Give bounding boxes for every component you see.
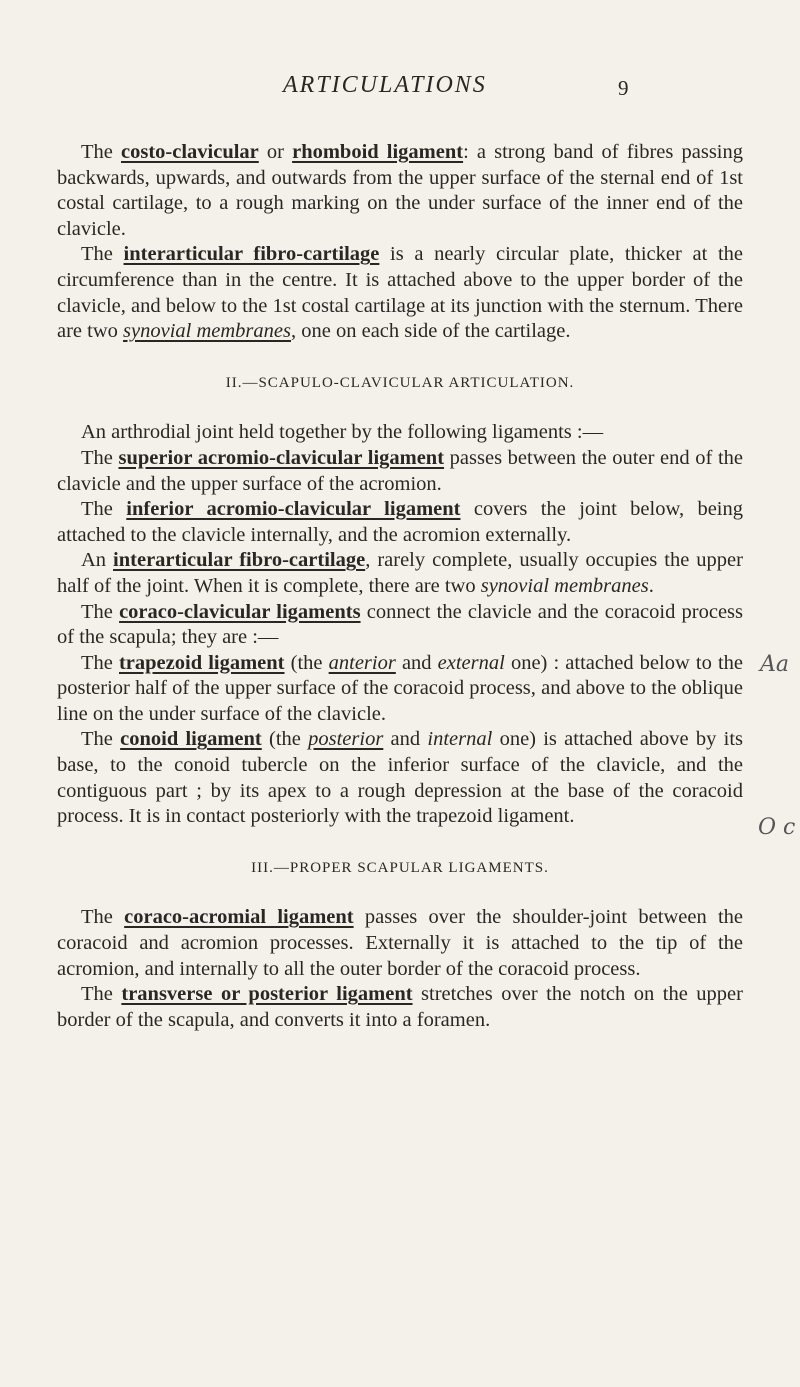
section-heading-2: II.—SCAPULO-CLAVICULAR ARTICULATION.	[225, 374, 575, 391]
page-number: 9	[618, 76, 629, 100]
page-body	[57, 140, 743, 1033]
section-heading-3: III.—PROPER SCAPULAR LIGAMENTS.	[251, 859, 549, 876]
paragraph-trapezoid: The trapezoid ligament (the anterior and external one) : attached below to the posterior half of the upper surface of the coracoid process, and above to the oblique line on the under surface of the clavicle.	[57, 651, 743, 725]
margin-note-2: O c	[758, 815, 796, 840]
paragraph-intro-2: An arthrodial joint held together by the following ligaments :—	[81, 421, 604, 444]
running-head: ARTICULATIONS	[283, 72, 487, 98]
paragraph-costo-clavicular: The costo-clavicular or rhomboid ligament: a strong band of fibres passing backwards, upwards, and outwards from the upper surface of the sternal end of 1st costal cartilage, to a rough marking on the under surface of the inner end of the clavicle.	[57, 141, 743, 240]
paragraph-inferior-acromio: The inferior acromio-clavicular ligament covers the joint below, being attached to the clavicle internally, and the acromion externally.	[57, 498, 743, 546]
margin-note-1: Aa	[760, 652, 790, 677]
paragraph-coraco-clavicular: The coraco-clavicular ligaments connect the clavicle and the coracoid process of the scapula; they are :—	[57, 600, 744, 649]
paragraph-coraco-acromial: The coraco-acromial ligament passes over the shoulder-joint between the coracoid and acromion processes. Externally it is attached to the tip of the acromion, and internally to all the outer border of the coracoid process.	[57, 906, 744, 980]
page-header	[0, 72, 800, 112]
paragraph-interarticular-2: An interarticular fibro-cartilage, rarely complete, usually occupies the upper half of the joint. When it is complete, there are two synovial membranes.	[57, 549, 743, 597]
paragraph-transverse: The transverse or posterior ligament stretches over the notch on the upper border of the scapula, and converts it into a foramen.	[57, 983, 743, 1031]
paragraph-conoid: The conoid ligament (the posterior and internal one) is attached above by its base, to the conoid tubercle on the inferior surface of the clavicle, and the contiguous part ; by its apex to a rough depression at the base of the coracoid process. It is in contact posteriorly with the trapezoid ligament.	[57, 728, 743, 828]
paragraph-interarticular-1: The interarticular fibro-cartilage is a nearly circular plate, thicker at the circumference than in the centre. It is attached above to the upper border of the clavicle, and below to the 1st costal cartilage at its junction with the sternum. There are two synovial membranes, one on each side of the cartilage.	[57, 243, 743, 343]
paragraph-superior-acromio: The superior acromio-clavicular ligament passes between the outer end of the clavicle and the upper surface of the acromion.	[57, 446, 743, 495]
